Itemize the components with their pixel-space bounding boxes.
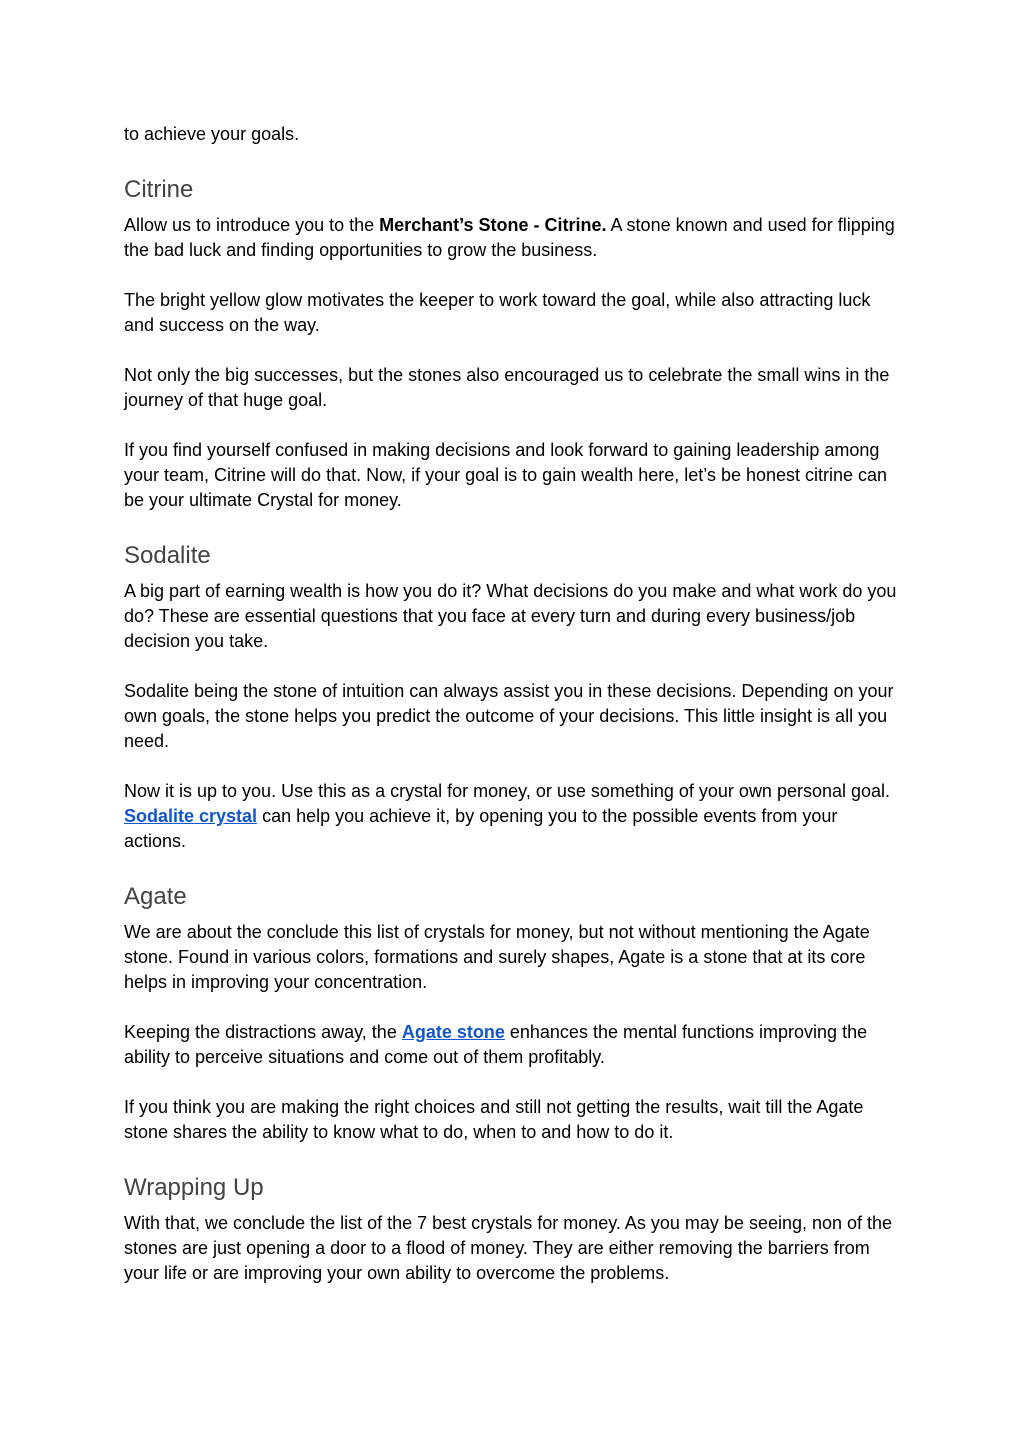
agate-p2-text: Keeping the distractions away, the [124, 1022, 402, 1042]
agate-stone-link[interactable]: Agate stone [401, 1022, 505, 1042]
sodalite-heading: Sodalite [124, 542, 211, 569]
sodalite-paragraph-3 [124, 779, 904, 854]
merchants-stone-bold: Merchant’s Stone - Citrine. [379, 215, 607, 235]
sodalite-p3-text-2: can help you achieve it, by opening you to the possible events from your actions. [124, 806, 838, 851]
citrine-p1-text: Allow us to introduce you to the [124, 215, 380, 235]
agate-paragraph-1: We are about the conclude this list of crystals for money, but not without mentioning the Agate stone. Found in various colors, formations and surely shapes, Agate is a stone that at its core helps in improving your concentration. [124, 922, 870, 992]
intro-tail-paragraph: to achieve your goals. [124, 124, 300, 144]
wrapping-up-heading: Wrapping Up [124, 1174, 264, 1201]
citrine-paragraph-4: If you find yourself confused in making decisions and look forward to gaining leadership among your team, Citrine will do that. Now, if your goal is to gain wealth here, let’s be honest citrine can be your ultimate Crystal for money. [124, 440, 888, 510]
sodalite-crystal-link[interactable]: Sodalite crystal [124, 806, 258, 826]
agate-heading: Agate [124, 883, 187, 910]
citrine-paragraph-2: The bright yellow glow motivates the keeper to work toward the goal, while also attracting luck and success on the way. [124, 290, 871, 335]
wrapping-up-paragraph-1: With that, we conclude the list of the 7 best crystals for money. As you may be seeing, non of the stones are just opening a door to a flood of money. They are either removing the barriers from your life or are improving your own ability to overcome the problems. [124, 1213, 893, 1283]
sodalite-p3-text: Now it is up to you. Use this as a crystal for money, or use something of your own personal goal. [124, 781, 891, 801]
agate-paragraph-2 [124, 1020, 904, 1070]
citrine-paragraph-1 [124, 213, 904, 263]
citrine-paragraph-3: Not only the big successes, but the stones also encouraged us to celebrate the small wins in the journey of that huge goal. [124, 365, 890, 410]
agate-paragraph-3: If you think you are making the right choices and still not getting the results, wait till the Agate stone shares the ability to know what to do, when to and how to do it. [124, 1097, 864, 1142]
agate-p2-text-2: enhances the mental functions improving the ability to perceive situations and come out of them profitably. [124, 1022, 868, 1067]
citrine-heading: Citrine [124, 176, 194, 203]
sodalite-paragraph-1: A big part of earning wealth is how you do it? What decisions do you make and what work do you do? These are essential questions that you face at every turn and during every business/job decision you take. [124, 581, 897, 651]
sodalite-paragraph-2: Sodalite being the stone of intuition can always assist you in these decisions. Depending on your own goals, the stone helps you predict the outcome of your decisions. This little insight is all you need. [124, 681, 894, 751]
citrine-p1-text-2: A stone known and used for flipping the bad luck and finding opportunities to grow the business. [124, 215, 895, 260]
